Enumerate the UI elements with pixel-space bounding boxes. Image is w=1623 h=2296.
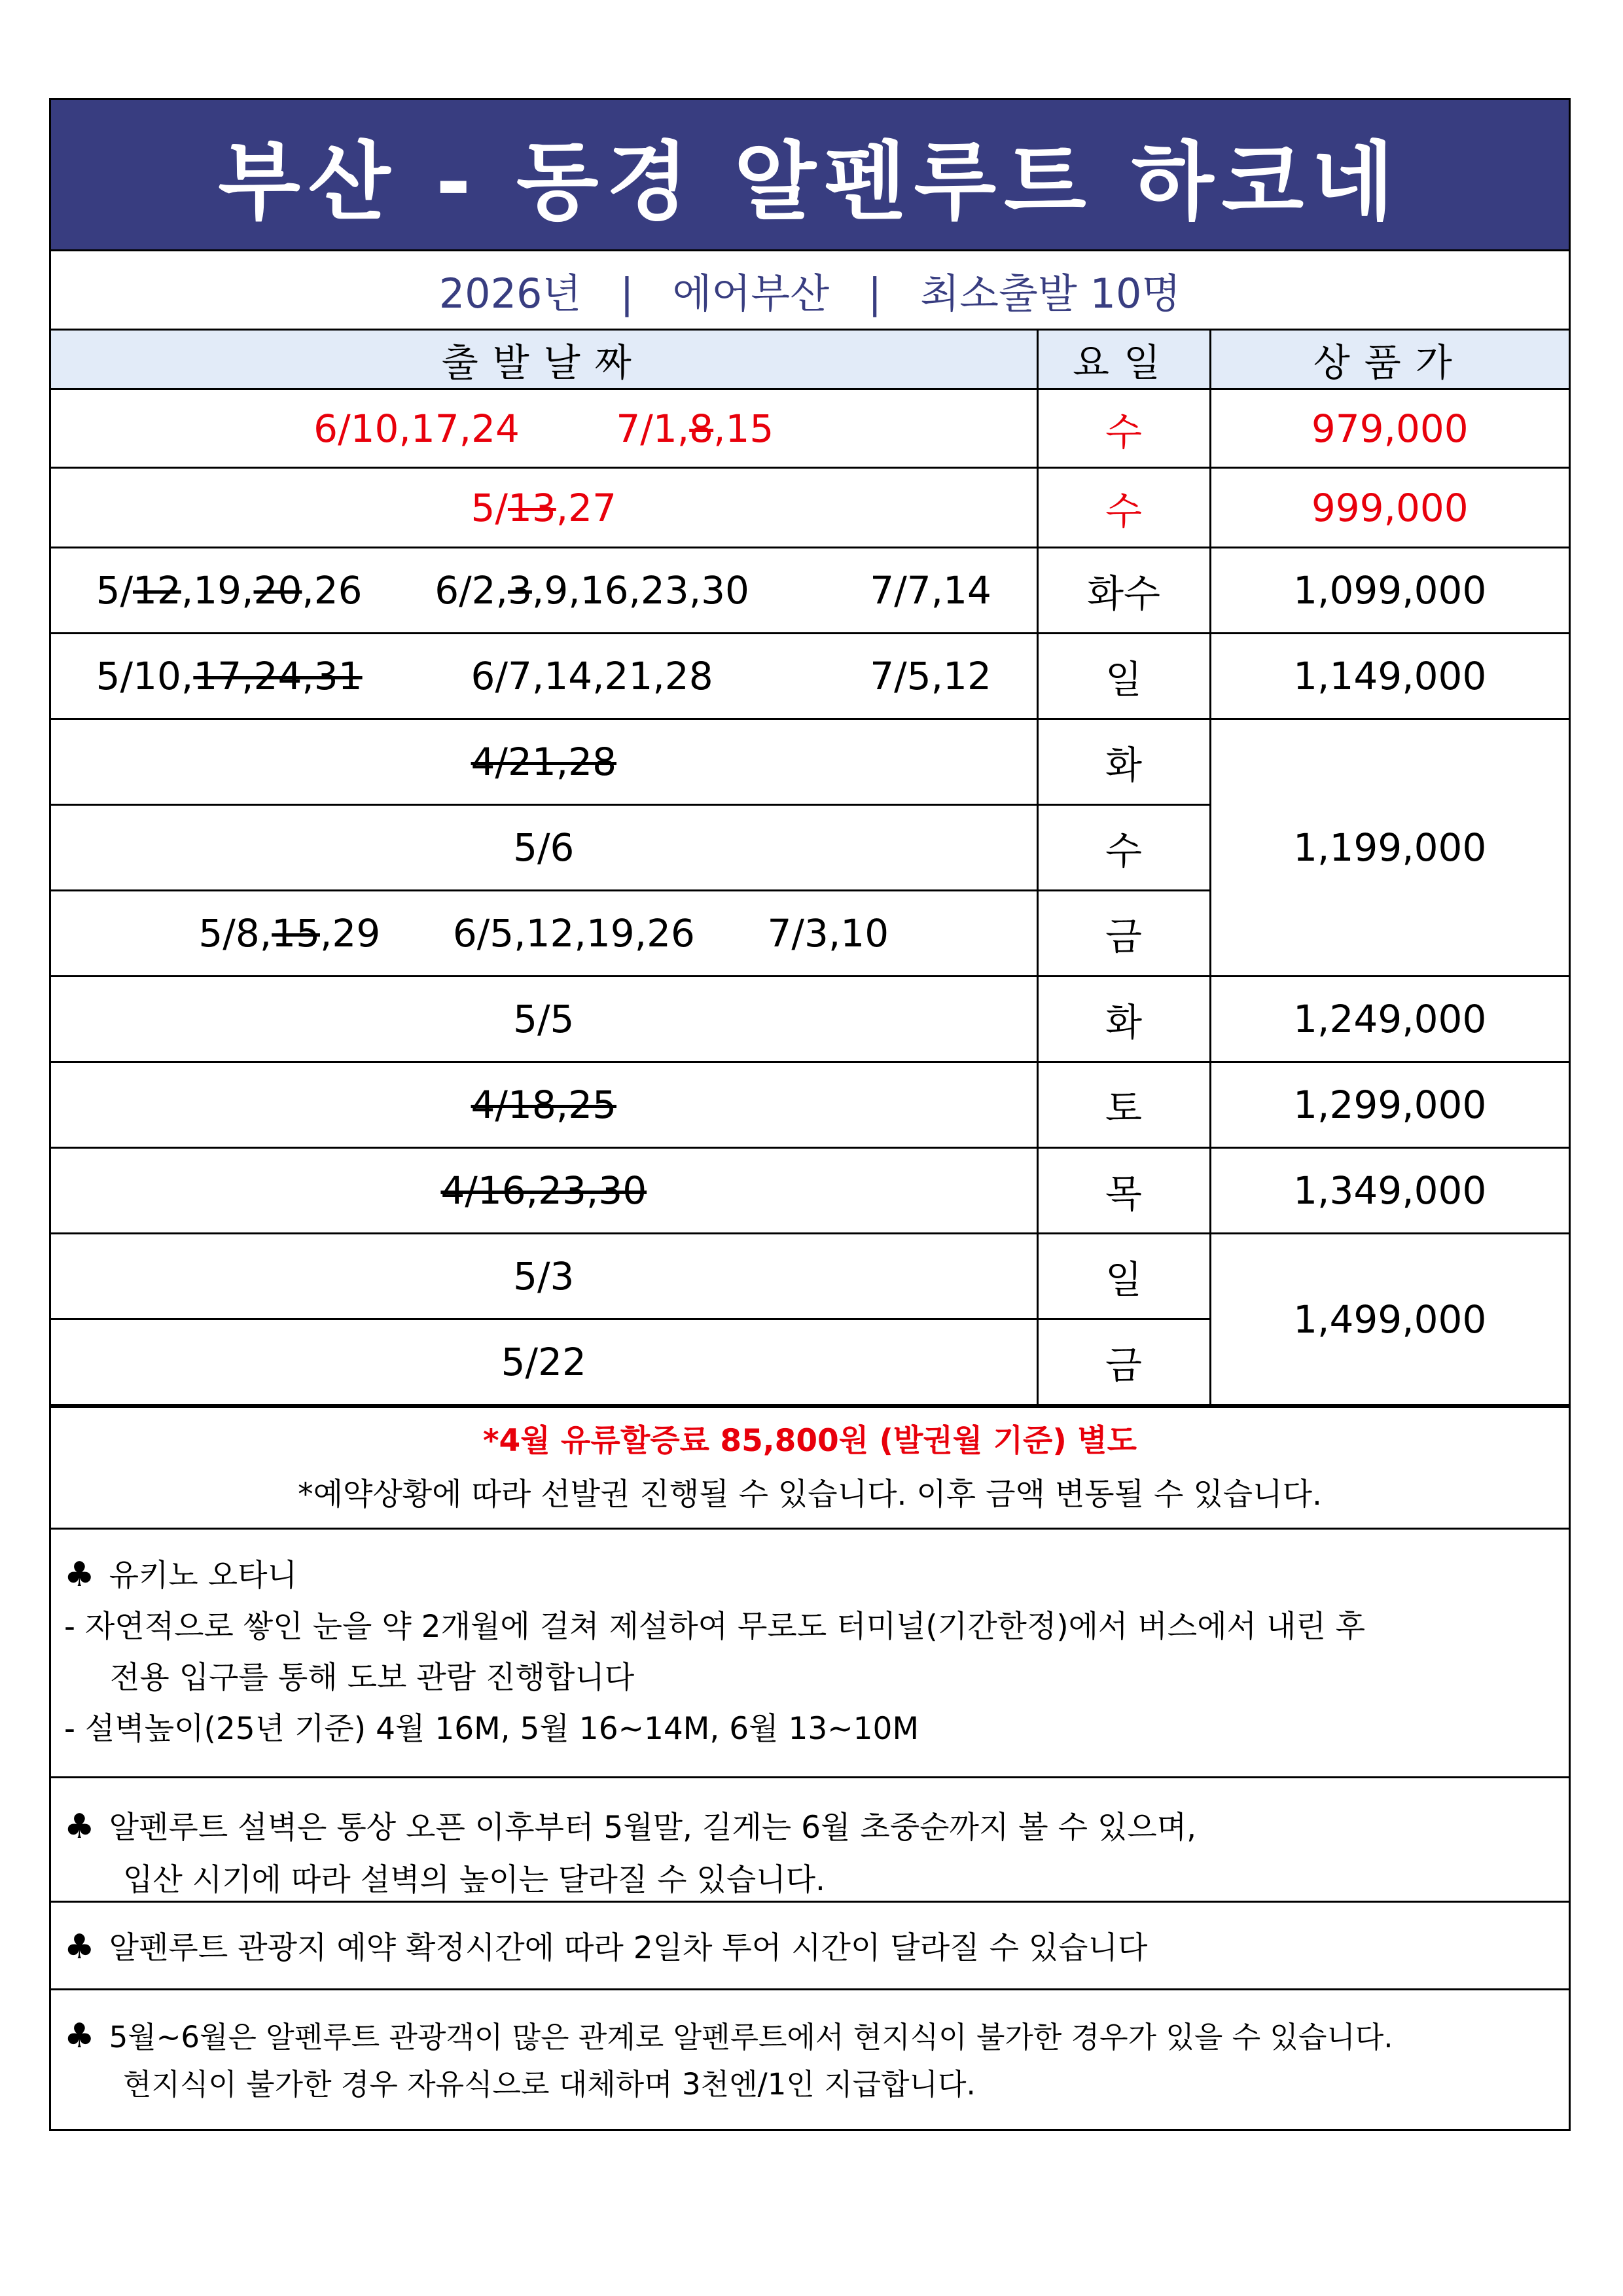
table-row — [51, 468, 1569, 548]
date-text: 6/10,17,24 7/1, — [313, 406, 690, 451]
table-row — [51, 1234, 1569, 1319]
date-text: 5/6 — [513, 825, 575, 870]
section-line: 입산 시기에 따라 설벽의 높이는 달라질 수 있습니다. — [123, 1862, 825, 1898]
table-row — [51, 977, 1569, 1062]
date-text: ,19, — [181, 568, 254, 613]
page-title: 부산 - 동경 알펜루트 하코네 — [51, 100, 1569, 251]
date-text: 6/7,14,21,28 7/5,12 — [362, 654, 991, 698]
departure-dates — [51, 805, 1037, 891]
cancelled-date: 17,24,31 — [193, 654, 363, 698]
tour-summary: 2026년 | 에어부산 | 최소출발 10명 — [51, 251, 1569, 331]
header-price: 상품가 — [1210, 331, 1569, 389]
price: 999,000 — [1210, 468, 1569, 548]
club-icon: ♣ — [64, 1555, 95, 1594]
date-text: ,29 6/5,12,19,26 7/3,10 — [319, 911, 889, 956]
weekday: 수 — [1037, 805, 1210, 891]
date-text: 5/22 — [501, 1340, 586, 1384]
table-row — [51, 548, 1569, 634]
club-icon: ♣ — [64, 1928, 95, 1967]
weekday: 토 — [1037, 1062, 1210, 1148]
date-text: 5/8, — [198, 911, 272, 956]
departure-dates — [51, 389, 1037, 468]
table-row — [51, 634, 1569, 719]
cancelled-date: 8 — [689, 406, 714, 451]
schedule-rows — [51, 389, 1569, 1405]
price: 1,199,000 — [1210, 719, 1569, 977]
booking-note: *예약상황에 따라 선발권 진행될 수 있습니다. 이후 금액 변동될 수 있습니다. — [298, 1476, 1322, 1513]
price: 1,299,000 — [1210, 1062, 1569, 1148]
date-text: ,15 — [713, 406, 774, 451]
departure-dates — [51, 1148, 1037, 1234]
cancelled-date: 3 — [507, 568, 532, 613]
section-tour-time — [51, 1901, 1569, 1988]
departure-dates — [51, 1234, 1037, 1319]
departure-dates — [51, 1062, 1037, 1148]
departure-dates — [51, 468, 1037, 548]
date-text: ,9,16,23,30 7/7,14 — [531, 568, 991, 613]
notes-block — [51, 1406, 1569, 1528]
schedule-table — [51, 331, 1569, 1406]
cancelled-date: 20 — [253, 568, 302, 613]
table-header — [51, 331, 1569, 389]
price: 1,149,000 — [1210, 634, 1569, 719]
departure-dates — [51, 719, 1037, 805]
table-row — [51, 1062, 1569, 1148]
section-title: 유키노 오타니 — [109, 1558, 297, 1594]
cancelled-date: 4/18,25 — [471, 1083, 616, 1127]
cancelled-date: 4/21,28 — [471, 740, 616, 784]
departure-dates — [51, 977, 1037, 1062]
date-text: ,26 6/2, — [302, 568, 508, 613]
section-line: 알펜루트 설벽은 통상 오픈 이후부터 5월말, 길게는 6월 초중순까지 볼 수 있으며, — [109, 1810, 1197, 1846]
weekday: 일 — [1037, 634, 1210, 719]
weekday: 수 — [1037, 389, 1210, 468]
section-meals — [51, 1988, 1569, 2129]
price: 1,499,000 — [1210, 1234, 1569, 1405]
cancelled-date: 13 — [507, 485, 556, 530]
weekday: 금 — [1037, 1319, 1210, 1405]
club-icon: ♣ — [64, 1807, 95, 1846]
price: 1,249,000 — [1210, 977, 1569, 1062]
section-snow-wall — [51, 1776, 1569, 1901]
section-line: - 설벽높이(25년 기준) 4월 16M, 5월 16~14M, 6월 13~10M — [64, 1711, 919, 1747]
table-row — [51, 1148, 1569, 1234]
price: 1,099,000 — [1210, 548, 1569, 634]
price: 979,000 — [1210, 389, 1569, 468]
price: 1,349,000 — [1210, 1148, 1569, 1234]
header-dates: 출발날짜 — [51, 331, 1037, 389]
section-line: 현지식이 불가한 경우 자유식으로 대체하며 3천엔/1인 지급합니다. — [123, 2067, 976, 2102]
departure-dates — [51, 548, 1037, 634]
club-icon: ♣ — [64, 2017, 95, 2056]
date-text: 5/ — [471, 485, 508, 530]
weekday: 화 — [1037, 719, 1210, 805]
weekday: 일 — [1037, 1234, 1210, 1319]
date-text: 5/ — [96, 568, 134, 613]
weekday: 금 — [1037, 891, 1210, 977]
tour-document — [49, 98, 1571, 2131]
weekday: 화수 — [1037, 548, 1210, 634]
weekday: 수 — [1037, 468, 1210, 548]
section-line: 알펜루트 관광지 예약 확정시간에 따라 2일차 투어 시간이 달라질 수 있습니다 — [109, 1930, 1148, 1966]
section-line: 5월~6월은 알펜루트 관광객이 많은 관계로 알펜루트에서 현지식이 불가한 경우가 있을 수 있습니다. — [109, 2020, 1393, 2054]
departure-dates — [51, 634, 1037, 719]
weekday: 화 — [1037, 977, 1210, 1062]
date-text: 5/10, — [96, 654, 194, 698]
section-line: 전용 입구를 통해 도보 관람 진행합니다 — [110, 1660, 635, 1696]
header-day: 요일 — [1037, 331, 1210, 389]
date-text: 5/3 — [513, 1254, 575, 1299]
section-yukino-otani — [51, 1528, 1569, 1776]
weekday: 목 — [1037, 1148, 1210, 1234]
date-text: 5/5 — [513, 997, 575, 1041]
table-row — [51, 389, 1569, 468]
departure-dates — [51, 1319, 1037, 1405]
date-text: ,27 — [556, 485, 616, 530]
table-row — [51, 719, 1569, 805]
fuel-surcharge-note: *4월 유류할증료 85,800원 (발권월 기준) 별도 — [482, 1422, 1137, 1459]
cancelled-date: 4/16,23,30 — [440, 1168, 647, 1213]
departure-dates — [51, 891, 1037, 977]
section-line: - 자연적으로 쌓인 눈을 약 2개월에 걸쳐 제설하여 무로도 터미널(기간한정)에서 버스에서 내린 후 — [64, 1609, 1366, 1645]
cancelled-date: 15 — [272, 911, 320, 956]
cancelled-date: 12 — [133, 568, 181, 613]
